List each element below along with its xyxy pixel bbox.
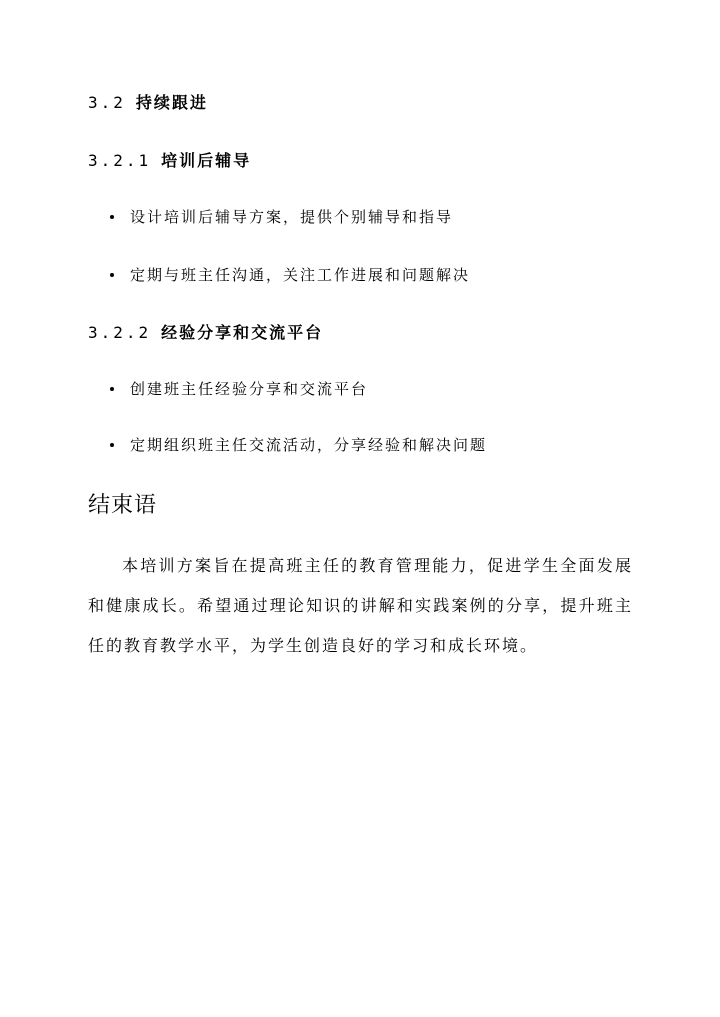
section-number: 3.2	[88, 93, 126, 112]
list-item-text: 定期与班主任沟通，关注工作进展和问题解决	[130, 266, 471, 284]
section-heading-3-2	[88, 90, 208, 113]
subsection-number: 3.2.2	[88, 323, 152, 342]
list-item	[110, 378, 368, 399]
subsection-heading-3-2-2	[88, 320, 323, 343]
list-item-text: 定期组织班主任交流活动，分享经验和解决问题	[130, 436, 488, 454]
list-item-text: 设计培训后辅导方案，提供个别辅导和指导	[130, 208, 454, 226]
list-item	[110, 206, 453, 227]
conclusion-heading: 结束语	[88, 493, 158, 518]
bullet-icon	[110, 215, 114, 219]
bullet-icon	[110, 443, 114, 447]
bullet-icon	[110, 387, 114, 391]
list-item	[110, 434, 487, 455]
section-title: 持续跟进	[135, 93, 208, 112]
subsection-heading-3-2-1	[88, 148, 251, 171]
subsection-title: 经验分享和交流平台	[161, 323, 324, 342]
bullet-icon	[110, 273, 114, 277]
subsection-number: 3.2.1	[88, 151, 152, 170]
subsection-title: 培训后辅导	[161, 151, 252, 170]
list-item-text: 创建班主任经验分享和交流平台	[130, 380, 369, 398]
list-item	[110, 264, 470, 285]
conclusion-paragraph: 本培训方案旨在提高班主任的教育管理能力，促进学生全面发展和健康成长。希望通过理论知识的讲解和实践案例的分享，提升班主任的教育教学水平，为学生创造良好的学习和成长环境。	[88, 556, 633, 655]
